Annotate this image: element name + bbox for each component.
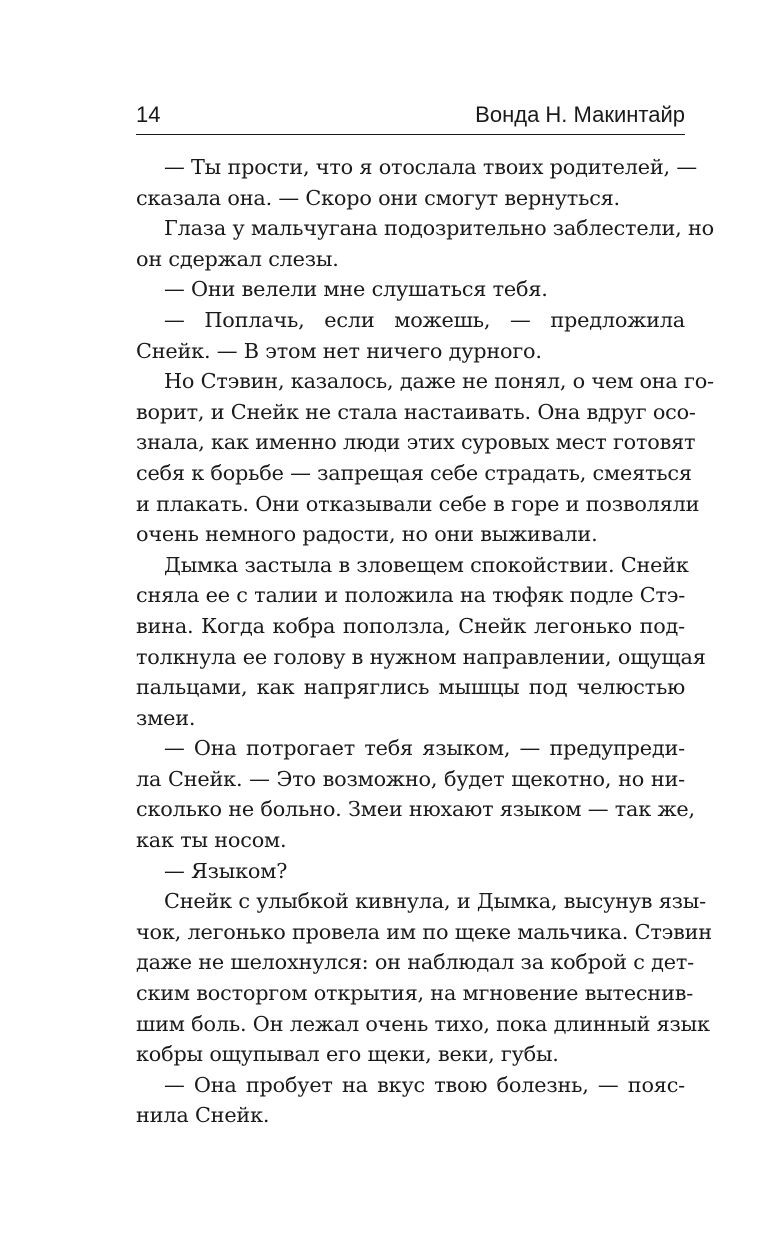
paragraph	[136, 213, 714, 274]
paragraph	[136, 733, 695, 855]
text-line: сняла ее с талии и положила на тюфяк подле Стэ-	[136, 583, 686, 608]
page-number: 14	[136, 102, 161, 127]
text-line: ворит, и Снейк не стала настаивать. Она вдруг осо-	[136, 399, 696, 424]
text-line: — Языком?	[164, 858, 288, 883]
text-line: как ты носом.	[136, 828, 287, 853]
text-line: знала, как именно люди этих суровых мест готовят	[136, 430, 696, 455]
text-line: вина. Когда кобра поползла, Снейк легонько под-	[136, 613, 685, 638]
text-line: он сдержал слезы.	[136, 246, 339, 271]
text-line: кобры ощупывал его щеки, веки, губы.	[136, 1042, 559, 1067]
text-line: Снейк. — В этом нет ничего дурного.	[136, 338, 542, 363]
text-line: ла Снейк. — Это возможно, будет щекотно, но ни-	[136, 766, 685, 791]
text-line: толкнула ее голову в нужном направлении, ощущая	[136, 644, 706, 669]
text-line: Глаза у мальчугана подозрительно заблестели, но	[164, 216, 714, 241]
text-line: Снейк с улыбкой кивнула, и Дымка, высунув язы-	[164, 889, 706, 914]
text-line: змеи.	[136, 705, 196, 730]
paragraph	[136, 152, 697, 213]
paragraph	[136, 274, 685, 305]
paragraph	[136, 366, 714, 550]
paragraph	[136, 550, 706, 734]
body-text	[136, 152, 714, 1131]
text-line: — Ты прости, что я отослала твоих родителей, —	[164, 155, 697, 179]
text-line: пальцами, как напряглись мышцы под челюстью	[136, 675, 685, 700]
text-line: и плакать. Они отказывали себе в горе и позволяли	[136, 491, 700, 516]
text-line: — Она потрогает тебя языком, — предупреди-	[164, 736, 685, 761]
text-line: Дымка застыла в зловещем спокойствии. Снейк	[164, 552, 689, 577]
text-line: даже не шелохнулся: он наблюдал за коброй с дет-	[136, 950, 694, 975]
author-name: Вонда Н. Макинтайр	[475, 102, 685, 127]
paragraph	[136, 856, 685, 887]
paragraph	[136, 886, 712, 1070]
paragraph	[136, 1070, 685, 1131]
text-line: очень немного радости, но они выживали.	[136, 522, 598, 547]
text-line: чок, легонько провела им по щеке мальчика. Стэвин	[136, 919, 712, 944]
paragraph	[136, 305, 685, 366]
text-line: сказала она. — Скоро они смогут вернуться.	[136, 185, 620, 210]
text-line: шим боль. Он лежал очень тихо, пока длинный язык	[136, 1011, 710, 1036]
text-line: сколько не больно. Змеи нюхают языком — так же,	[136, 797, 695, 822]
text-line: ским восторгом открытия, на мгновение вытеснив-	[136, 981, 694, 1006]
text-line: — Она пробует на вкус твою болезнь, — пояс-	[164, 1072, 685, 1097]
text-line: — Они велели мне слушаться тебя.	[164, 277, 548, 302]
running-header	[136, 100, 685, 135]
text-line: — Поплачь, если можешь, — предложила	[164, 307, 685, 332]
text-line: нила Снейк.	[136, 1103, 270, 1128]
text-line: себя к борьбе — запрещая себе страдать, смеяться	[136, 460, 692, 485]
text-line: Но Стэвин, казалось, даже не понял, о чем она го-	[164, 369, 714, 394]
